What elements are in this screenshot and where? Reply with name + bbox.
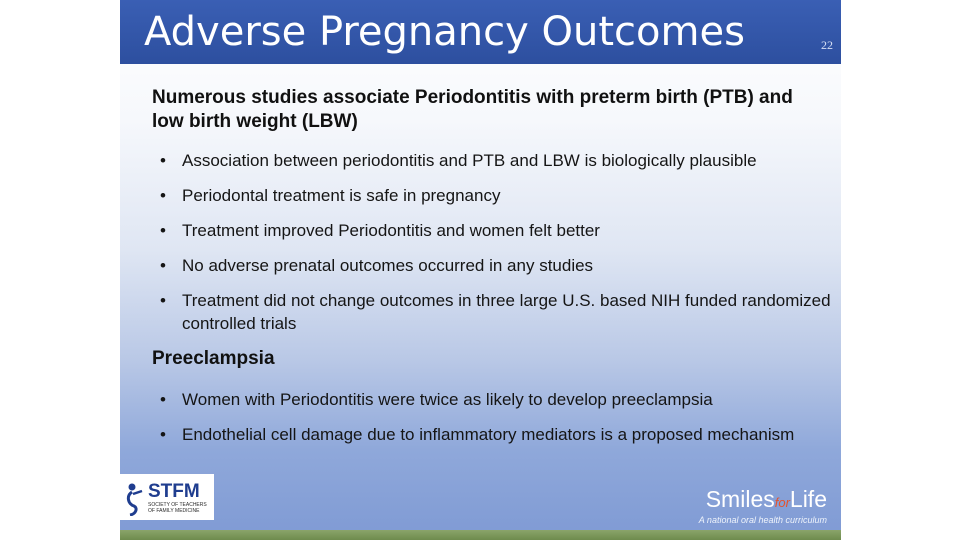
bullet-text: Women with Periodontitis were twice as likely to develop preeclampsia [182, 390, 713, 409]
slide-title: Adverse Pregnancy Outcomes [144, 9, 745, 55]
bullet-list-intro [160, 149, 832, 347]
bullet-item [160, 254, 832, 277]
bullet-icon: • [160, 186, 166, 205]
bullet-text: Treatment improved Periodontitis and women felt better [182, 221, 600, 240]
bullet-icon: • [160, 291, 166, 310]
bullet-item [160, 388, 832, 411]
for-word: for [774, 495, 790, 510]
stfm-name: STFM [148, 481, 200, 502]
bullet-icon: • [160, 425, 166, 444]
bullet-item [160, 423, 832, 446]
bullet-text: Endothelial cell damage due to inflammatory mediators is a proposed mechanism [182, 425, 795, 444]
bullet-text: Periodontal treatment is safe in pregnancy [182, 186, 501, 205]
smiles-for-life-tagline: A national oral health curriculum [698, 515, 827, 525]
bullet-icon: • [160, 390, 166, 409]
bullet-icon: • [160, 221, 166, 240]
bullet-icon: • [160, 151, 166, 170]
stfm-subtitle: SOCIETY OF TEACHERS OF FAMILY MEDICINE [148, 502, 207, 514]
footer-bar [120, 530, 841, 540]
stfm-logo [120, 474, 214, 520]
bullet-item [160, 149, 832, 172]
bullet-list-preeclampsia [160, 388, 832, 458]
title-bar [120, 0, 841, 64]
life-word: Life [789, 486, 827, 512]
bullet-text: No adverse prenatal outcomes occurred in any studies [182, 256, 594, 275]
bullet-item [160, 184, 832, 207]
stfm-figure-icon [124, 482, 146, 516]
smiles-word: Smiles [705, 486, 775, 512]
section-heading-intro: Numerous studies associate Periodontitis with preterm birth (PTB) and low birth weight (LBW) [152, 87, 793, 132]
section-heading-preeclampsia: Preeclampsia [152, 348, 275, 369]
bullet-item [160, 219, 832, 242]
slide [120, 0, 841, 540]
smiles-for-life-logo [667, 486, 827, 532]
slide-number: 22 [821, 38, 833, 52]
bullet-text: Association between periodontitis and PTB and LBW is biologically plausible [182, 151, 757, 170]
smiles-for-life-name [706, 486, 827, 516]
bullet-text: Treatment did not change outcomes in three large U.S. based NIH funded randomized controlled trials [182, 291, 831, 333]
bullet-icon: • [160, 256, 166, 275]
bullet-item [160, 289, 832, 335]
